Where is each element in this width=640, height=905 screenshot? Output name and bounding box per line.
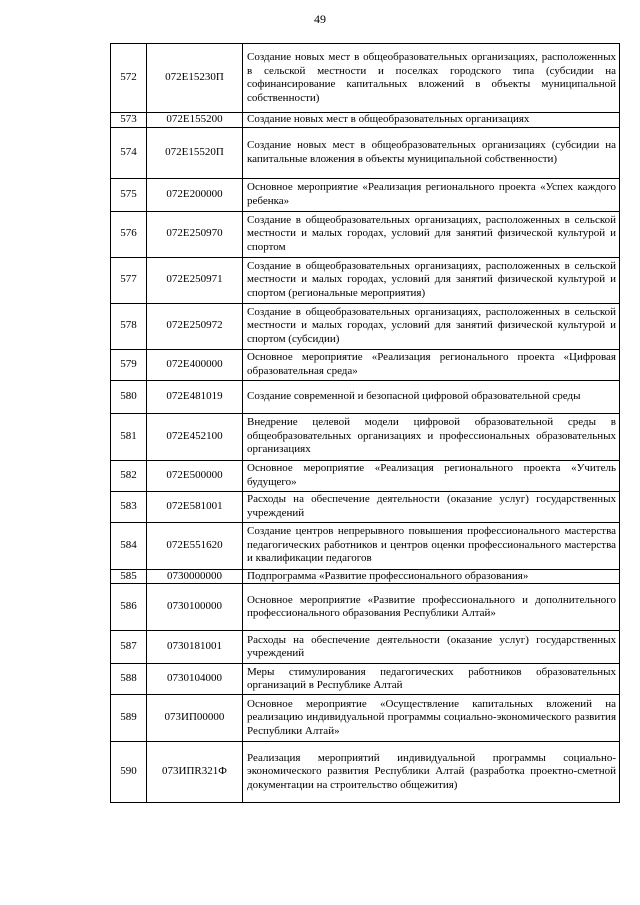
row-code: 072E15520П	[147, 127, 243, 178]
table-row	[111, 522, 620, 569]
row-description: Меры стимулирования педагогических работников образовательных организаций в Республике Алтай	[243, 664, 620, 695]
table-row	[111, 257, 620, 303]
row-code: 073ИП00000	[147, 695, 243, 742]
table-row	[111, 211, 620, 257]
table-row	[111, 303, 620, 349]
row-code: 072E500000	[147, 460, 243, 491]
row-code: 0730000000	[147, 569, 243, 584]
row-description: Создание в общеобразовательных организациях, расположенных в сельской местности и малых городах, условий для занятий физической культурой и спортом (субсидии)	[243, 303, 620, 349]
table-row	[111, 664, 620, 695]
table-row	[111, 127, 620, 178]
row-code: 072E155200	[147, 113, 243, 128]
row-description: Создание современной и безопасной цифровой образовательной среды	[243, 380, 620, 413]
table-row	[111, 569, 620, 584]
row-description: Создание центров непрерывного повышения профессионального мастерства педагогических работников и центров оценки профессионального мастерства и квалификации педагогов	[243, 522, 620, 569]
row-number: 578	[111, 303, 147, 349]
row-number: 577	[111, 257, 147, 303]
row-number: 585	[111, 569, 147, 584]
row-number: 581	[111, 413, 147, 460]
table-row	[111, 178, 620, 211]
row-number: 574	[111, 127, 147, 178]
row-number: 576	[111, 211, 147, 257]
table-row	[111, 631, 620, 664]
row-description: Основное мероприятие «Развитие профессионального и дополнительного профессионального образования Республики Алтай»	[243, 584, 620, 631]
table-row	[111, 113, 620, 128]
row-number: 579	[111, 349, 147, 380]
row-code: 0730100000	[147, 584, 243, 631]
row-number: 590	[111, 742, 147, 803]
table-row	[111, 44, 620, 113]
row-number: 588	[111, 664, 147, 695]
table-row	[111, 460, 620, 491]
row-description: Основное мероприятие «Осуществление капитальных вложений на реализацию индивидуальной программы социально-экономического развития Республики Алтай»	[243, 695, 620, 742]
table-row	[111, 413, 620, 460]
row-description: Подпрограмма «Развитие профессионального образования»	[243, 569, 620, 584]
row-number: 589	[111, 695, 147, 742]
row-number: 573	[111, 113, 147, 128]
row-code: 072E551620	[147, 522, 243, 569]
row-code: 0730181001	[147, 631, 243, 664]
row-description: Внедрение целевой модели цифровой образовательной среды в общеобразовательных организациях и профессиональных образовательных организациях	[243, 413, 620, 460]
page-number: 49	[314, 12, 326, 26]
budget-classification-table	[110, 43, 620, 803]
row-number: 580	[111, 380, 147, 413]
row-code: 072E452100	[147, 413, 243, 460]
row-code: 072E250970	[147, 211, 243, 257]
table-row	[111, 584, 620, 631]
table-row	[111, 695, 620, 742]
row-code: 072E250972	[147, 303, 243, 349]
row-description: Создание новых мест в общеобразовательных организациях (субсидии на капитальные вложения в объекты муниципальной собственности)	[243, 127, 620, 178]
row-number: 583	[111, 491, 147, 522]
row-description: Основное мероприятие «Реализация регионального проекта «Учитель будущего»	[243, 460, 620, 491]
table-row	[111, 491, 620, 522]
row-number: 587	[111, 631, 147, 664]
row-number: 584	[111, 522, 147, 569]
table-row	[111, 349, 620, 380]
row-code: 072E250971	[147, 257, 243, 303]
row-description: Реализация мероприятий индивидуальной программы социально-экономического развития Республики Алтай (разработка проектно-сметной документации на строительство общежития)	[243, 742, 620, 803]
row-description: Основное мероприятие «Реализация регионального проекта «Цифровая образовательная среда»	[243, 349, 620, 380]
row-number: 575	[111, 178, 147, 211]
row-code: 072E200000	[147, 178, 243, 211]
row-description: Создание новых мест в общеобразовательных организациях	[243, 113, 620, 128]
row-description: Основное мероприятие «Реализация регионального проекта «Успех каждого ребенка»	[243, 178, 620, 211]
row-code: 072E400000	[147, 349, 243, 380]
row-code: 072E481019	[147, 380, 243, 413]
row-number: 582	[111, 460, 147, 491]
row-number: 586	[111, 584, 147, 631]
row-code: 072E581001	[147, 491, 243, 522]
row-code: 072E15230П	[147, 44, 243, 113]
row-description: Расходы на обеспечение деятельности (оказание услуг) государственных учреждений	[243, 491, 620, 522]
row-code: 0730104000	[147, 664, 243, 695]
row-number: 572	[111, 44, 147, 113]
table-row	[111, 742, 620, 803]
table-row	[111, 380, 620, 413]
row-description: Создание в общеобразовательных организациях, расположенных в сельской местности и малых городах, условий для занятий физической культурой и спортом	[243, 211, 620, 257]
row-description: Создание в общеобразовательных организациях, расположенных в сельской местности и малых городах, условий для занятий физической культурой и спортом (региональные мероприятия)	[243, 257, 620, 303]
row-description: Расходы на обеспечение деятельности (оказание услуг) государственных учреждений	[243, 631, 620, 664]
row-description: Создание новых мест в общеобразовательных организациях, расположенных в сельской местности и поселках городского типа (субсидии на софинансирование капитальных вложений в объекты муниципальной собственности)	[243, 44, 620, 113]
row-code: 073ИПR321Ф	[147, 742, 243, 803]
